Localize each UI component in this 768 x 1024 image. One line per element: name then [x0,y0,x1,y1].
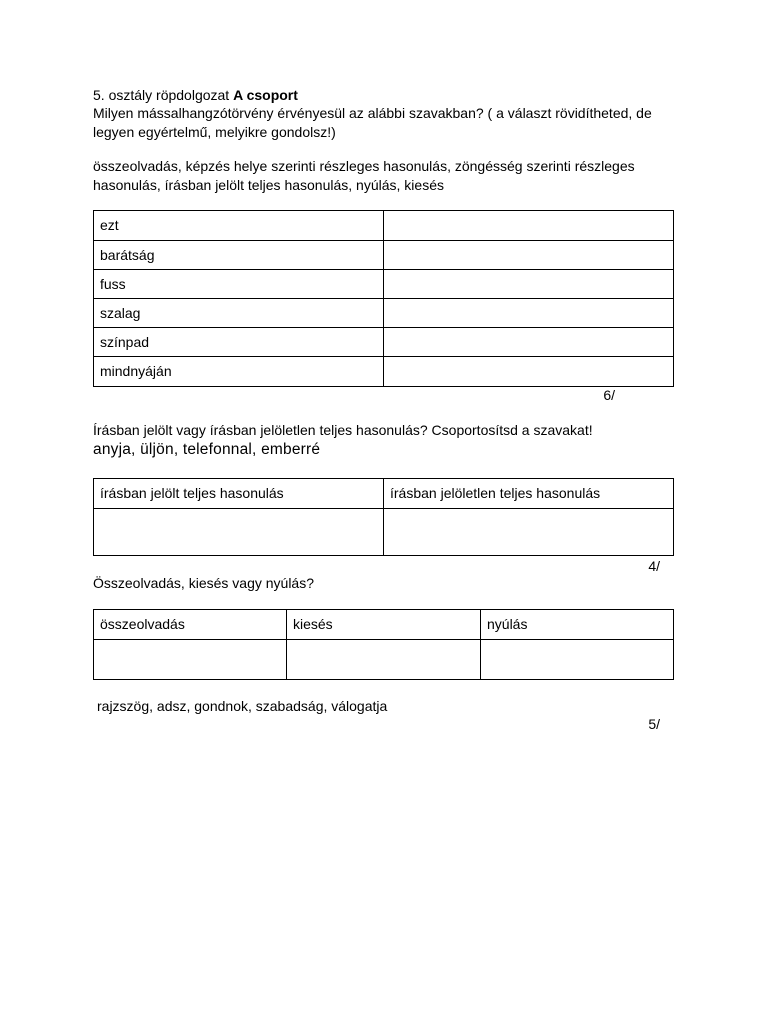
table-row [94,241,674,270]
column-header: írásban jelöletlen teljes hasonulás [384,479,674,509]
word-cell: szalag [94,299,384,328]
merge-table [93,609,674,680]
column-header: kiesés [287,610,481,640]
answer-cell[interactable] [384,241,674,270]
column-header: összeolvadás [94,610,287,640]
word-cell: barátság [94,241,384,270]
instruction-line-2: legyen egyértelmű, melyikre gondolsz!) [93,124,336,140]
word-cell: mindnyáján [94,357,384,387]
score-table1: 6/ [603,387,615,403]
table-row [94,509,674,556]
title-group: A csoport [233,87,298,103]
table-row [94,357,674,387]
table-row [94,211,674,241]
table-header-row [94,610,674,640]
answer-cell[interactable] [384,299,674,328]
answer-cell[interactable] [287,640,481,680]
table-row [94,270,674,299]
answer-cell[interactable] [94,640,287,680]
table-row [94,328,674,357]
section2-question: Írásban jelölt vagy írásban jelöletlen teljes hasonulás? Csoportosítsd a szavakat! [93,422,593,438]
answer-cell[interactable] [94,509,384,556]
word-cell: színpad [94,328,384,357]
column-header: írásban jelölt teljes hasonulás [94,479,384,509]
score-table3: 5/ [648,716,660,732]
instruction-line-1: Milyen mássalhangzótörvény érvényesül az alábbi szavakban? ( a választ rövidítheted, de [93,105,652,121]
section3-question: Összeolvadás, kiesés vagy nyúlás? [93,575,314,591]
answer-cell[interactable] [384,357,674,387]
answer-cell[interactable] [384,270,674,299]
answer-cell[interactable] [384,328,674,357]
column-header: nyúlás [481,610,674,640]
score-table2: 4/ [648,558,660,574]
section3-words: rajzszög, adsz, gondnok, szabadság, válogatja [97,698,388,714]
answer-cell[interactable] [384,211,674,241]
table-row [94,299,674,328]
options-line-2: hasonulás, írásban jelölt teljes hasonulás, nyúlás, kiesés [93,177,444,193]
law-table [93,210,674,387]
answer-cell[interactable] [481,640,674,680]
assimilation-table [93,478,674,556]
word-cell: ezt [94,211,384,241]
table-row [94,640,674,680]
word-cell: fuss [94,270,384,299]
worksheet-title [93,86,298,105]
answer-cell[interactable] [384,509,674,556]
section2-words: anyja, üljön, telefonnal, emberré [93,441,321,458]
title-prefix: 5. osztály röpdolgozat [93,87,234,103]
table-header-row [94,479,674,509]
options-line-1: összeolvadás, képzés helye szerinti részleges hasonulás, zöngésség szerinti részleges [93,158,635,174]
